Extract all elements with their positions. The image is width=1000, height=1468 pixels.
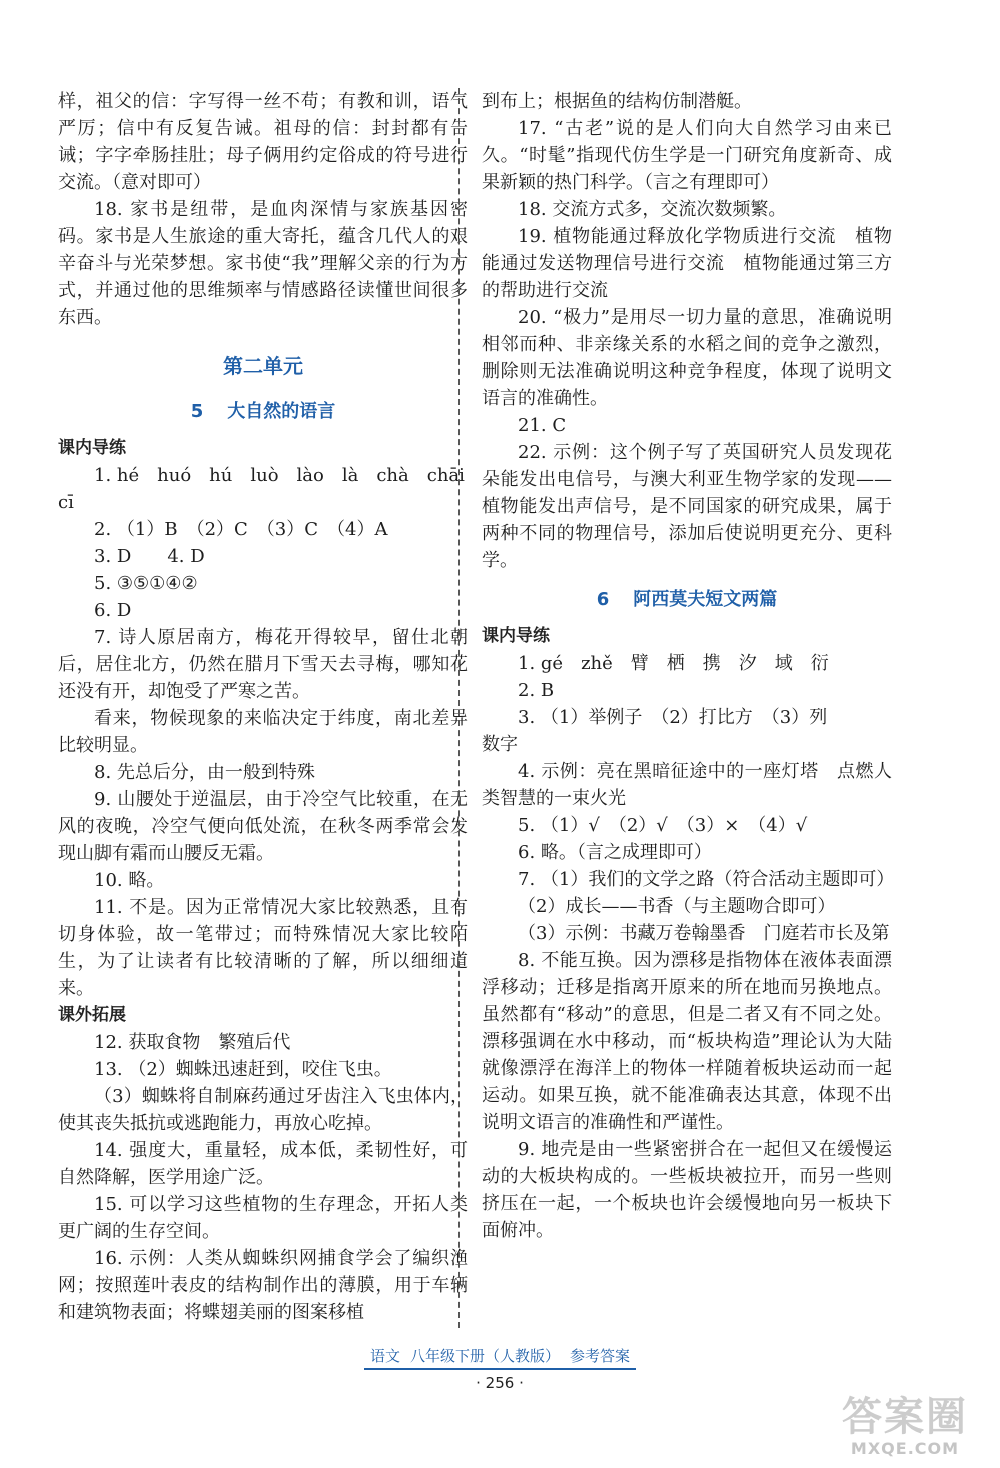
answer-18: 18. 家书是纽带，是血肉深情与家族基因密码。家书是人生旅途的重大寄托，蕴含几代人的艰辛奋斗与光荣梦想。家书使“我”理解父亲的行为方式，并通过他的思维频率与情感路径读懂世间很多东西。 <box>58 199 468 328</box>
answer-2: 2. B <box>518 680 555 701</box>
answer-19: 19. 植物能通过释放化学物质进行交流 植物能通过发送物理信号进行交流 植物能通过第三方的帮助进行交流 <box>482 226 892 301</box>
answer-6: 6. 略。（言之成理即可） <box>518 842 712 863</box>
answer-12: 12. 获取食物 繁殖后代 <box>94 1032 291 1053</box>
answer-3-4: 3. D 4. D <box>94 546 205 567</box>
watermark-logo <box>830 1395 980 1459</box>
watermark-site: MXQE.COM <box>850 1439 960 1458</box>
answer-6: 6. D <box>94 600 132 621</box>
answer-13-cont: （3）蜘蛛将自制麻药通过牙齿注入飞虫体内，使其丧失抵抗或逃跑能力，再放心吃掉。 <box>58 1086 468 1134</box>
answer-5: 5. ③⑤①④② <box>94 573 198 594</box>
answer-8: 8. 先总后分，由一般到特殊 <box>94 762 315 783</box>
footer-bar <box>364 1345 636 1370</box>
answer-13: 13. （2）蜘蛛迅速赶到，咬住飞虫。 <box>94 1059 392 1080</box>
footer-label: 参考答案 <box>570 1347 631 1365</box>
answer-21: 21. C <box>518 415 567 436</box>
answer-8: 8. 不能互换。因为漂移是指物体在液体表面漂浮移动；迁移是指离开原来的所在地而另换地点。虽然都有“移动”的意思，但是二者又有不同之处。漂移强调在水中移动，而“板块构造”理论认为大陆就像漂浮在海洋上的物体一样随着板块运动而一起运动。如果互换，就不能准确表达其意，体现不出说明文语言的准确性和严谨性。 <box>482 950 892 1133</box>
answer-7-cont: 看来，物候现象的来临决定于纬度，南北差异比较明显。 <box>58 708 468 756</box>
watermark-logo-text: 答案圈 <box>842 1394 968 1440</box>
answer-7-3: （3）示例：书藏万卷翰墨香 门庭若市长及第 <box>518 923 890 944</box>
lesson-number: 6 <box>596 589 610 610</box>
answer-20: 20. “极力”是用尽一切力量的意思，准确说明相邻而种、非亲缘关系的水稻之间的竞争之激烈，删除则无法准确说明这种竞争程度，体现了说明文语言的准确性。 <box>482 307 892 409</box>
answer-16: 16. 示例：人类从蜘蛛织网捕食学会了编织渔网；按照莲叶表皮的结构制作出的薄膜，用于车辆和建筑物表面；将蝶翅美丽的图案移植 <box>58 1248 468 1323</box>
answer-1: 1. gé zhě 臂 栖 携 汐 域 衍 <box>518 653 829 674</box>
answer-5: 5. （1）√ （2）√ （3）× （4）√ <box>518 815 808 836</box>
footer-grade: 八年级下册（人教版） <box>409 1347 560 1365</box>
column-divider <box>458 88 460 1328</box>
answer-2: 2. （1）B （2）C （3）C （4）A <box>94 519 388 540</box>
lesson-6-title <box>482 586 892 613</box>
section-inclass: 课内导练 <box>482 626 550 646</box>
answer-9: 9. 山腰处于逆温层，由于冷空气比较重，在无风的夜晚，冷空气便向低处流，在秋冬两季常会发现山脚有霜而山腰反无霜。 <box>58 789 468 864</box>
answer-10: 10. 略。 <box>94 870 165 891</box>
lesson-5-title <box>58 398 468 425</box>
right-column <box>482 88 895 1244</box>
answer-7-2: （2）成长——书香（与主题吻合即可） <box>518 896 836 917</box>
footer-subject: 语文 <box>369 1347 400 1365</box>
answer-1: 1. hé huó hú luò lào là chà chāi <box>94 465 465 486</box>
answer-7: 7. （1）我们的文学之路（符合活动主题即可） <box>518 869 895 890</box>
unit-title: 第二单元 <box>223 354 303 378</box>
lesson-number: 5 <box>190 401 204 422</box>
page-number: · 256 · <box>476 1374 524 1392</box>
answer-17: 17. “古老”说的是人们向大自然学习由来已久。“时髦”指现代仿生学是一门研究角度新奇、成果新颖的热门科学。（言之有理即可） <box>482 118 892 193</box>
section-inclass: 课内导练 <box>58 438 126 458</box>
answer-18: 18. 交流方式多，交流次数频繁。 <box>518 199 787 220</box>
answer-7: 7. 诗人原居南方，梅花开得较早，留仕北朝后，居住北方，仍然在腊月下雪天去寻梅，哪知花还没有开，却饱受了严寒之苦。 <box>58 627 468 702</box>
answer-9: 9. 地壳是由一些紧密拼合在一起但又在缓慢运动的大板块构成的。一些板块被拉开，而另一些则挤压在一起，一个板块也许会缓慢地向另一板块下面俯冲。 <box>482 1139 892 1241</box>
page-footer <box>0 1345 1000 1370</box>
answer-3-cont: 数字 <box>482 734 518 755</box>
left-column <box>58 88 468 1326</box>
lesson-name: 大自然的语言 <box>227 401 336 422</box>
answer-3: 3. （1）举例子 （2）打比方 （3）列 <box>518 707 828 728</box>
answer-14: 14. 强度大，重量轻，成本低，柔韧性好，可自然降解，医学用途广泛。 <box>58 1140 468 1188</box>
answer-1-cont: cī <box>58 492 74 513</box>
section-extension: 课外拓展 <box>58 1005 126 1025</box>
answer-15: 15. 可以学习这些植物的生存理念，开拓人类更广阔的生存空间。 <box>58 1194 468 1242</box>
answer-22: 22. 示例：这个例子写了英国研究人员发现花朵能发出电信号，与澳大利亚生物学家的发现——植物能发出声信号，是不同国家的研究成果，属于两种不同的物理信号，添加后使说明更充分、更科学。 <box>482 442 892 571</box>
answer-11: 11. 不是。因为正常情况大家比较熟悉，且有切身体验，故一笔带过；而特殊情况大家比较陌生，为了让读者有比较清晰的了解，所以细细道来。 <box>58 897 468 999</box>
lesson-name: 阿西莫夫短文两篇 <box>633 589 778 610</box>
answer-16-cont: 到布上；根据鱼的结构仿制潜艇。 <box>482 91 752 112</box>
answer-paragraph: 样，祖父的信：字写得一丝不苟；有教和训，语气严厉；信中有反复告诫。祖母的信：封封都有告诫；字字牵肠挂肚；母子俩用约定俗成的符号进行交流。（意对即可） <box>58 91 468 193</box>
answer-4: 4. 示例：亮在黑暗征途中的一座灯塔 点燃人类智慧的一束火光 <box>482 761 892 809</box>
